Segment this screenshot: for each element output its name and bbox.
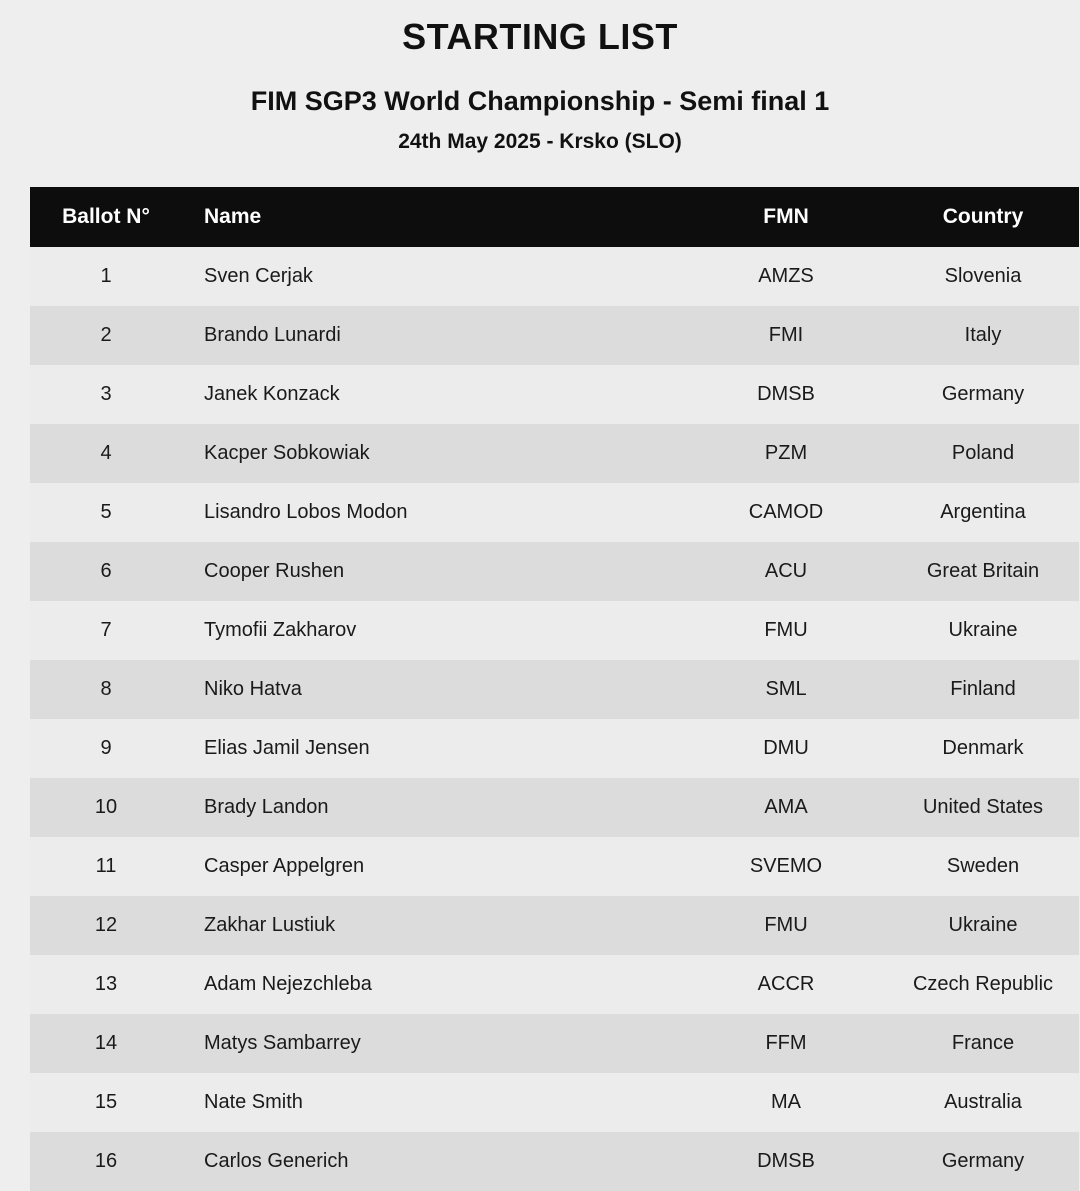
cell-ballot: 13 (94, 973, 118, 995)
table-row (30, 1073, 1079, 1132)
table-row (30, 660, 1079, 719)
table-row (30, 955, 1079, 1014)
cell-fmn: ACCR (757, 973, 815, 995)
table-row (30, 837, 1079, 896)
cell-ballot: 16 (94, 1150, 118, 1172)
cell-country: Germany (941, 1150, 1025, 1172)
cell-fmn: PZM (764, 442, 808, 464)
cell-country: Sweden (946, 855, 1020, 877)
cell-name: Tymofii Zakharov (204, 619, 357, 641)
table-row (30, 896, 1079, 955)
table-row (30, 542, 1079, 601)
cell-fmn: DMU (763, 737, 809, 759)
table-row (30, 365, 1079, 424)
table-row (30, 306, 1079, 365)
cell-ballot: 2 (100, 324, 112, 346)
table-row (30, 247, 1079, 306)
cell-name: Brady Landon (204, 796, 329, 818)
cell-ballot: 8 (100, 678, 112, 700)
table-body (30, 247, 1079, 1191)
table-row (30, 1014, 1079, 1073)
cell-ballot: 1 (100, 265, 112, 287)
cell-fmn: FMU (764, 914, 808, 936)
column-header-name: Name (182, 187, 685, 247)
column-header-fmn: FMN (685, 187, 887, 247)
cell-ballot: 15 (94, 1091, 118, 1113)
cell-name: Adam Nejezchleba (204, 973, 372, 995)
cell-fmn: DMSB (757, 383, 815, 405)
cell-country: Poland (951, 442, 1015, 464)
table-header (30, 187, 1079, 247)
cell-ballot: 4 (100, 442, 112, 464)
cell-fmn: AMA (764, 796, 808, 818)
cell-name: Brando Lunardi (204, 324, 341, 346)
cell-country: Finland (950, 678, 1016, 700)
cell-fmn: FFM (765, 1032, 807, 1054)
cell-country: Italy (964, 324, 1002, 346)
cell-fmn: AMZS (758, 265, 814, 287)
event-subtitle: FIM SGP3 World Championship - Semi final 1 (250, 86, 830, 116)
cell-fmn: ACU (764, 560, 808, 582)
cell-fmn: SVEMO (749, 855, 823, 877)
cell-ballot: 7 (100, 619, 112, 641)
table-row (30, 1132, 1079, 1191)
cell-country: Denmark (942, 737, 1024, 759)
cell-name: Lisandro Lobos Modon (204, 501, 408, 523)
cell-fmn: MA (771, 1091, 801, 1113)
cell-name: Elias Jamil Jensen (204, 737, 370, 759)
cell-fmn: SML (765, 678, 807, 700)
cell-fmn: CAMOD (748, 501, 824, 523)
cell-country: Czech Republic (912, 973, 1054, 995)
event-date-location: 24th May 2025 - Krsko (SLO) (398, 130, 682, 153)
cell-name: Kacper Sobkowiak (204, 442, 370, 464)
cell-name: Sven Cerjak (204, 265, 313, 287)
table-row (30, 719, 1079, 778)
cell-name: Janek Konzack (204, 383, 340, 405)
table-row (30, 601, 1079, 660)
cell-name: Niko Hatva (204, 678, 302, 700)
cell-ballot: 12 (94, 914, 118, 936)
column-header-country: Country (887, 187, 1079, 247)
cell-ballot: 5 (100, 501, 112, 523)
cell-ballot: 9 (100, 737, 112, 759)
cell-ballot: 11 (95, 855, 117, 877)
cell-fmn: FMI (768, 324, 804, 346)
cell-country: Slovenia (944, 265, 1022, 287)
cell-ballot: 6 (100, 560, 112, 582)
cell-fmn: FMU (764, 619, 808, 641)
starting-list-table (30, 187, 1079, 1191)
cell-ballot: 3 (100, 383, 112, 405)
table-row (30, 778, 1079, 837)
cell-name: Zakhar Lustiuk (204, 914, 336, 936)
page-title: STARTING LIST (402, 16, 678, 57)
cell-name: Nate Smith (204, 1091, 303, 1113)
cell-name: Casper Appelgren (204, 855, 365, 877)
cell-country: United States (922, 796, 1044, 818)
cell-country: France (951, 1032, 1015, 1054)
cell-country: Germany (941, 383, 1025, 405)
cell-country: Great Britain (926, 560, 1040, 582)
table-row (30, 424, 1079, 483)
cell-ballot: 14 (94, 1032, 118, 1054)
column-header-ballot: Ballot N° (30, 187, 182, 247)
table-header-row (30, 187, 1079, 247)
cell-country: Australia (944, 1091, 1022, 1113)
cell-name: Cooper Rushen (204, 560, 345, 582)
cell-ballot: 10 (94, 796, 118, 818)
cell-fmn: DMSB (757, 1150, 815, 1172)
starting-list-table-container (30, 187, 1054, 1191)
cell-name: Carlos Generich (204, 1150, 349, 1172)
table-row (30, 483, 1079, 542)
document-header (0, 0, 1080, 154)
cell-name: Matys Sambarrey (204, 1032, 361, 1054)
cell-country: Ukraine (948, 619, 1018, 641)
cell-country: Argentina (940, 501, 1026, 523)
cell-country: Ukraine (948, 914, 1018, 936)
